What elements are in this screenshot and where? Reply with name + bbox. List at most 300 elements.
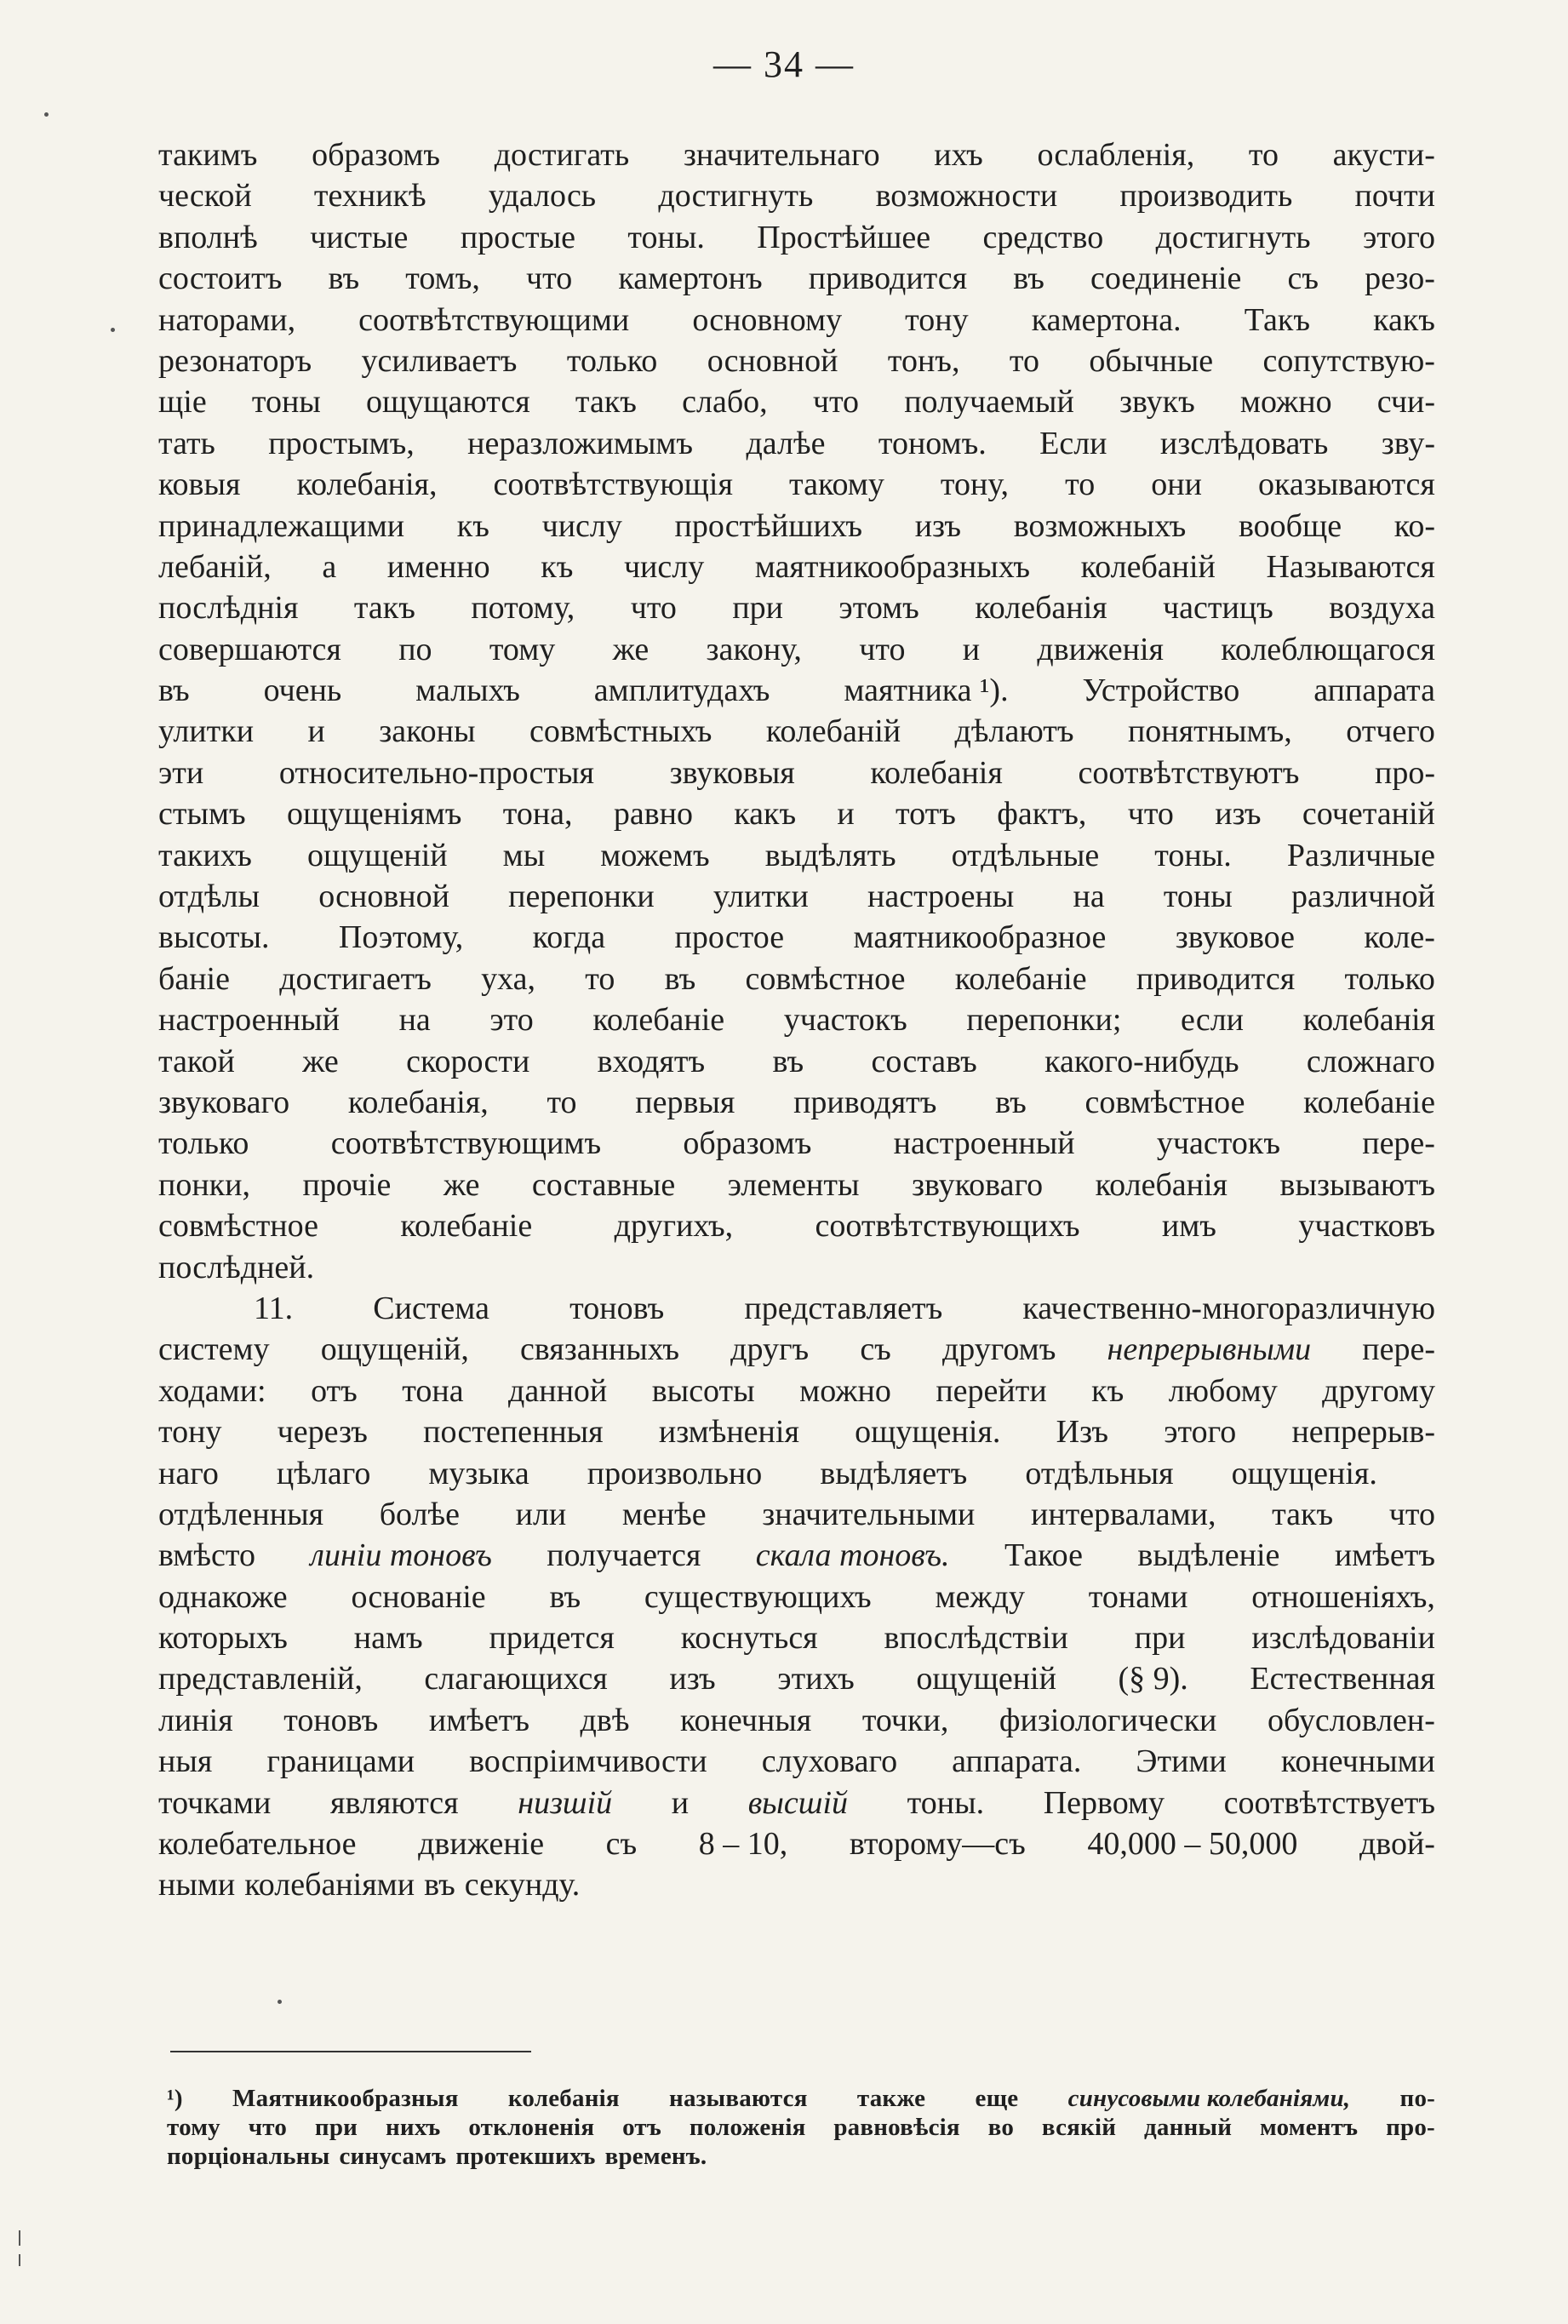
text-line bbox=[158, 1329, 1435, 1370]
word: тоны bbox=[251, 384, 321, 421]
word: то bbox=[1009, 342, 1039, 379]
word: прочіе bbox=[302, 1166, 392, 1203]
word: амплитудахъ bbox=[593, 673, 770, 709]
word: совмѣстное bbox=[1084, 1084, 1245, 1120]
text-line bbox=[158, 506, 1435, 547]
word: именно bbox=[386, 548, 490, 585]
word: относительно-простыя bbox=[278, 754, 595, 791]
word: камертонъ bbox=[618, 260, 763, 297]
body-text bbox=[158, 135, 1435, 1906]
word: звуковаго bbox=[158, 1084, 290, 1120]
word: колебанія bbox=[870, 754, 1003, 791]
word: тоны. bbox=[627, 219, 705, 255]
word: тоны bbox=[1163, 879, 1233, 915]
word: принадлежащими bbox=[158, 507, 405, 544]
word: послѣдней. bbox=[158, 1249, 315, 1285]
word: если bbox=[1181, 1002, 1244, 1039]
page-number: — 34 — bbox=[713, 43, 855, 85]
word: что bbox=[1127, 796, 1174, 833]
word: въ bbox=[995, 1084, 1027, 1120]
text-line bbox=[158, 423, 1435, 464]
word: 40,000 – 50,000 bbox=[1087, 1826, 1298, 1863]
footnote-word: данный bbox=[1144, 2114, 1233, 2141]
word: отношеніяхъ, bbox=[1251, 1578, 1435, 1615]
word: колебаній bbox=[1080, 548, 1216, 585]
margin-dot bbox=[278, 2000, 282, 2004]
word: оказываются bbox=[1258, 467, 1435, 503]
word: ощущенія. bbox=[1231, 1455, 1377, 1491]
word: выдѣляетъ bbox=[820, 1455, 968, 1491]
word: можно bbox=[799, 1372, 891, 1409]
footnote-word: синусамъ bbox=[339, 2143, 447, 2170]
word: основной bbox=[318, 879, 449, 915]
word: же bbox=[443, 1166, 480, 1203]
word: выдѣлять bbox=[764, 837, 896, 873]
word: лебаній, bbox=[158, 548, 272, 585]
word: и bbox=[837, 796, 855, 833]
word: техникѣ bbox=[313, 178, 426, 215]
word: другихъ, bbox=[614, 1208, 734, 1245]
footnote-line bbox=[167, 2142, 1435, 2171]
footnote-word: равновѣсія bbox=[833, 2114, 960, 2141]
margin-tick bbox=[19, 2254, 20, 2266]
text-line bbox=[158, 999, 1435, 1040]
word: линія bbox=[158, 1702, 233, 1738]
text-line bbox=[158, 381, 1435, 422]
text-line bbox=[158, 175, 1435, 216]
word: резонаторъ bbox=[158, 342, 312, 379]
word: понятнымъ, bbox=[1127, 713, 1292, 750]
word: другомъ bbox=[941, 1331, 1056, 1368]
word: что bbox=[1388, 1496, 1435, 1532]
word: непрерыв- bbox=[1291, 1414, 1435, 1451]
word: аппарата. bbox=[952, 1743, 1082, 1780]
word: между bbox=[935, 1578, 1025, 1615]
text-line bbox=[158, 341, 1435, 381]
word: физіологически bbox=[999, 1702, 1217, 1738]
word: колеблющагося bbox=[1221, 631, 1435, 667]
word: имѣетъ bbox=[428, 1702, 529, 1738]
word: щіе bbox=[158, 384, 207, 421]
word: ощущеній bbox=[306, 837, 448, 873]
word: то bbox=[1248, 137, 1279, 173]
word: высоты. bbox=[158, 919, 270, 956]
word: состоитъ bbox=[158, 260, 283, 297]
word: получается bbox=[547, 1537, 701, 1574]
word: совершаются bbox=[158, 631, 341, 667]
word: совмѣстное bbox=[158, 1208, 318, 1245]
word: ко- bbox=[1393, 507, 1435, 544]
word: колебанія bbox=[1095, 1166, 1228, 1203]
word: ческой bbox=[158, 178, 252, 215]
footnote-word: нихъ bbox=[385, 2114, 441, 2141]
word: съ bbox=[605, 1826, 638, 1863]
word: простое bbox=[674, 919, 785, 956]
word: числу bbox=[623, 548, 705, 585]
text-line bbox=[158, 711, 1435, 752]
word: соотвѣтствующія bbox=[493, 467, 733, 503]
word: участокъ bbox=[1156, 1125, 1280, 1162]
word: тона, bbox=[502, 796, 573, 833]
text-line bbox=[158, 1205, 1435, 1246]
footnote-line bbox=[167, 2113, 1435, 2142]
word: при bbox=[732, 590, 783, 627]
text-line bbox=[158, 1577, 1435, 1617]
word: зву- bbox=[1381, 425, 1435, 461]
word: съ bbox=[860, 1331, 891, 1368]
word: звукъ bbox=[1119, 384, 1195, 421]
word: простые bbox=[460, 219, 575, 255]
word: низшій bbox=[518, 1784, 613, 1821]
word: менѣе bbox=[621, 1496, 707, 1532]
footnote-word: положенія bbox=[689, 2114, 806, 2141]
word: потому, bbox=[471, 590, 575, 627]
word: и bbox=[671, 1784, 690, 1821]
word: ходами: bbox=[158, 1372, 266, 1409]
word: образомъ bbox=[683, 1125, 812, 1162]
word: сочетаній bbox=[1302, 796, 1435, 833]
word: по bbox=[398, 631, 432, 667]
text-line bbox=[158, 959, 1435, 999]
word: что bbox=[812, 384, 860, 421]
word: существующихъ bbox=[644, 1578, 872, 1615]
word: на bbox=[1073, 879, 1105, 915]
word: представляетъ bbox=[744, 1290, 943, 1326]
word: частицъ bbox=[1163, 590, 1273, 627]
footnote-word: ¹) bbox=[167, 2085, 183, 2112]
text-line bbox=[158, 464, 1435, 505]
word: вообще bbox=[1238, 507, 1342, 544]
word: сложнаго bbox=[1306, 1043, 1435, 1079]
margin-tick bbox=[19, 2230, 20, 2246]
word: секунду. bbox=[464, 1867, 581, 1903]
text-line bbox=[158, 1041, 1435, 1082]
footnote-line bbox=[167, 2084, 1435, 2113]
word: приводится bbox=[1136, 960, 1296, 997]
word: тоновъ bbox=[569, 1290, 665, 1326]
word: соотвѣтствуютъ bbox=[1078, 754, 1300, 791]
word: имъ bbox=[1161, 1208, 1216, 1245]
word: ковыя bbox=[158, 467, 241, 503]
text-line bbox=[158, 835, 1435, 876]
footnote-word: называются bbox=[669, 2085, 808, 2112]
word: резо- bbox=[1365, 260, 1435, 297]
word: уха, bbox=[481, 960, 536, 997]
word: колебанія bbox=[1302, 1002, 1435, 1039]
word: колебаніе bbox=[954, 960, 1087, 997]
word: законы bbox=[379, 713, 476, 750]
word: отдѣлы bbox=[158, 879, 260, 915]
text-line bbox=[158, 793, 1435, 834]
word: входятъ bbox=[597, 1043, 706, 1079]
footnote-word: протекшихъ bbox=[455, 2143, 596, 2170]
word: слагающихся bbox=[424, 1661, 608, 1697]
footnote-word: порціональны bbox=[167, 2143, 330, 2170]
word: скала тоновъ. bbox=[755, 1537, 950, 1574]
word: качественно-многоразличную bbox=[1022, 1290, 1435, 1326]
word: тону bbox=[158, 1414, 222, 1451]
word: такихъ bbox=[158, 837, 252, 873]
word: только bbox=[158, 1125, 249, 1162]
word: движеніе bbox=[418, 1826, 545, 1863]
word: ощущеній, bbox=[320, 1331, 469, 1368]
footnote bbox=[167, 2084, 1435, 2171]
word: къ bbox=[1091, 1372, 1124, 1409]
word: цѣлаго bbox=[276, 1455, 371, 1491]
word: мы bbox=[502, 837, 546, 873]
word: тономъ. bbox=[878, 425, 987, 461]
word: второму—съ bbox=[849, 1826, 1026, 1863]
word: въ bbox=[772, 1043, 804, 1079]
word: точками bbox=[158, 1784, 272, 1821]
word: звуковыя bbox=[669, 754, 795, 791]
word: маятникообразное bbox=[853, 919, 1107, 956]
word: средство bbox=[982, 219, 1104, 255]
word: другъ bbox=[730, 1331, 810, 1368]
word: отъ bbox=[311, 1372, 358, 1409]
word: колебанія bbox=[975, 590, 1107, 627]
footnote-word: что bbox=[248, 2114, 288, 2141]
word: которыхъ bbox=[158, 1620, 288, 1657]
word: только bbox=[566, 342, 658, 379]
word: тоны. bbox=[1154, 837, 1232, 873]
word: тать bbox=[158, 425, 215, 461]
word: колебаніе bbox=[592, 1002, 725, 1039]
word: коснуться bbox=[680, 1620, 818, 1657]
text-line bbox=[158, 1082, 1435, 1123]
word: неразложимымъ bbox=[467, 425, 694, 461]
word: производить bbox=[1119, 178, 1293, 215]
word: ощущеній bbox=[916, 1661, 1056, 1697]
word: отдѣленныя bbox=[158, 1496, 324, 1532]
word: 8 – 10, bbox=[698, 1826, 788, 1863]
word: интервалами, bbox=[1030, 1496, 1216, 1532]
text-line bbox=[158, 135, 1435, 175]
word: перепонки; bbox=[966, 1002, 1122, 1039]
word: черезъ bbox=[277, 1414, 368, 1451]
text-line bbox=[158, 1411, 1435, 1452]
word: можемъ bbox=[600, 837, 710, 873]
word: ощущаются bbox=[366, 384, 530, 421]
word: слабо, bbox=[682, 384, 768, 421]
word: аппарата bbox=[1313, 673, 1435, 709]
word: постепенныя bbox=[423, 1414, 604, 1451]
text-line bbox=[158, 1823, 1435, 1864]
word: соотвѣтствуетъ bbox=[1223, 1784, 1435, 1821]
word: маятникообразныхъ bbox=[754, 548, 1031, 585]
word: или bbox=[515, 1496, 567, 1532]
word: совмѣстное bbox=[745, 960, 906, 997]
word: имѣетъ bbox=[1334, 1537, 1435, 1574]
word: ощущеніямъ bbox=[286, 796, 462, 833]
word: пере- bbox=[1362, 1331, 1435, 1368]
footnote-word: всякій bbox=[1041, 2114, 1117, 2141]
word: любому bbox=[1168, 1372, 1278, 1409]
word: изслѣдовать bbox=[1159, 425, 1329, 461]
footnote-word: временъ. bbox=[604, 2143, 707, 2170]
word: Естественная bbox=[1250, 1661, 1435, 1697]
word: про- bbox=[1374, 754, 1435, 791]
text-line bbox=[158, 1535, 1435, 1576]
word: являются bbox=[329, 1784, 459, 1821]
word: достигаетъ bbox=[279, 960, 432, 997]
word: перейти bbox=[936, 1372, 1047, 1409]
word: настроены bbox=[867, 879, 1015, 915]
word: возможности bbox=[875, 178, 1058, 215]
text-line bbox=[158, 547, 1435, 587]
word: Изъ bbox=[1056, 1414, 1109, 1451]
word: основному bbox=[692, 301, 843, 338]
word: (§ 9). bbox=[1118, 1661, 1188, 1697]
word: изслѣдованіи bbox=[1251, 1620, 1435, 1657]
word: соотвѣтствующимъ bbox=[330, 1125, 602, 1162]
footnote-word: также bbox=[856, 2085, 926, 2112]
footnote-word: по- bbox=[1399, 2085, 1435, 2112]
word: двой- bbox=[1359, 1826, 1435, 1863]
word: соотвѣтствующихъ bbox=[815, 1208, 1080, 1245]
word: акусти- bbox=[1332, 137, 1435, 173]
word: томъ, bbox=[405, 260, 480, 297]
word: звуковаго bbox=[911, 1166, 1044, 1203]
word: конечными bbox=[1280, 1743, 1435, 1780]
word: дѣлаютъ bbox=[954, 713, 1074, 750]
word: Называются bbox=[1266, 548, 1435, 585]
word: ихъ bbox=[934, 137, 983, 173]
word: Простѣйшее bbox=[757, 219, 931, 255]
footnote-word: отъ bbox=[622, 2114, 661, 2141]
text-line bbox=[158, 1371, 1435, 1411]
word: достигнуть bbox=[1155, 219, 1311, 255]
word: Такъ bbox=[1244, 301, 1311, 338]
word: понки, bbox=[158, 1166, 250, 1203]
text-line bbox=[158, 587, 1435, 628]
word: изъ bbox=[669, 1661, 716, 1697]
word: улитки bbox=[712, 879, 809, 915]
word: къ bbox=[541, 548, 574, 585]
word: такой bbox=[158, 1043, 235, 1079]
footnote-word: еще bbox=[975, 2085, 1019, 2112]
word: слуховаго bbox=[761, 1743, 898, 1780]
word: и bbox=[307, 713, 325, 750]
word: достигнуть bbox=[658, 178, 814, 215]
word: маятника ¹). bbox=[844, 673, 1009, 709]
word: они bbox=[1151, 467, 1202, 503]
word: изъ bbox=[1215, 796, 1262, 833]
text-line bbox=[158, 1165, 1435, 1205]
word: это bbox=[489, 1002, 534, 1039]
word: колебательное bbox=[158, 1826, 357, 1863]
footnote-word: синусовыми колебаніями, bbox=[1067, 2085, 1351, 2112]
word: колебанія, bbox=[347, 1084, 489, 1120]
text-line bbox=[158, 1288, 1435, 1329]
word: движенія bbox=[1037, 631, 1164, 667]
word: соединеніе bbox=[1090, 260, 1242, 297]
word: приводятъ bbox=[793, 1084, 937, 1120]
text-line bbox=[158, 1123, 1435, 1164]
word: отдѣльные bbox=[951, 837, 1100, 873]
footnote-word: колебанія bbox=[507, 2085, 620, 2112]
text-line bbox=[158, 1783, 1435, 1823]
word: музыка bbox=[428, 1455, 529, 1491]
word: то bbox=[1065, 467, 1096, 503]
word: тоны. bbox=[907, 1784, 985, 1821]
word: фактъ, bbox=[997, 796, 1087, 833]
text-line bbox=[158, 629, 1435, 670]
word: первыя bbox=[635, 1084, 735, 1120]
word: произвольно bbox=[587, 1455, 763, 1491]
word: тому bbox=[489, 631, 556, 667]
word: приводится bbox=[808, 260, 968, 297]
word: скорости bbox=[406, 1043, 530, 1079]
word: двѣ bbox=[580, 1702, 630, 1738]
word: колебаніе bbox=[1303, 1084, 1435, 1120]
word: что bbox=[630, 590, 677, 627]
word: послѣднія bbox=[158, 590, 299, 627]
word: настроенный bbox=[893, 1125, 1075, 1162]
word: такъ bbox=[1272, 1496, 1334, 1532]
word: Если bbox=[1039, 425, 1107, 461]
word: очень bbox=[263, 673, 342, 709]
word: улитки bbox=[158, 713, 255, 750]
word: и bbox=[962, 631, 981, 667]
text-line bbox=[158, 1864, 1435, 1905]
word: тона bbox=[402, 1372, 464, 1409]
word: какого-нибудь bbox=[1044, 1043, 1239, 1079]
word: линіи тоновъ bbox=[310, 1537, 492, 1574]
word: высшій bbox=[747, 1784, 849, 1821]
footnote-word: при bbox=[314, 2114, 358, 2141]
footnote-word: моментъ bbox=[1260, 2114, 1359, 2141]
word: 11. bbox=[254, 1290, 294, 1326]
word: же bbox=[302, 1043, 339, 1079]
word: же bbox=[612, 631, 650, 667]
footnote-word: во bbox=[987, 2114, 1015, 2141]
word: составные bbox=[531, 1166, 676, 1203]
word: этого bbox=[1164, 1414, 1237, 1451]
footnote-word: отклоненія bbox=[468, 2114, 595, 2141]
word: воспріимчивости bbox=[469, 1743, 707, 1780]
word: основаніе bbox=[351, 1578, 486, 1615]
text-line bbox=[158, 1658, 1435, 1699]
word: въ bbox=[549, 1578, 581, 1615]
word: болѣе bbox=[379, 1496, 460, 1532]
word: составъ bbox=[871, 1043, 977, 1079]
word: конечныя bbox=[680, 1702, 812, 1738]
word: такъ bbox=[353, 590, 415, 627]
word: тону, bbox=[940, 467, 1010, 503]
text-line bbox=[158, 1700, 1435, 1741]
text-line bbox=[158, 1741, 1435, 1782]
word: колебаніе bbox=[400, 1208, 533, 1245]
word: тонами bbox=[1088, 1578, 1188, 1615]
word: баніе bbox=[158, 960, 230, 997]
word: въ bbox=[158, 673, 190, 709]
word: пере- bbox=[1362, 1125, 1435, 1162]
footnote-word: тому bbox=[167, 2114, 220, 2141]
text-line bbox=[158, 258, 1435, 299]
word: совмѣстныхъ bbox=[529, 713, 712, 750]
word: другому bbox=[1322, 1372, 1435, 1409]
word: стымъ bbox=[158, 796, 246, 833]
text-line bbox=[158, 1247, 1435, 1288]
word: что bbox=[859, 631, 906, 667]
word: систему bbox=[158, 1331, 270, 1368]
word: колебаніями bbox=[244, 1867, 415, 1903]
word: возможныхъ bbox=[1013, 507, 1187, 544]
word: ныя bbox=[158, 1743, 213, 1780]
word: какъ bbox=[734, 796, 797, 833]
word: связанныхъ bbox=[519, 1331, 680, 1368]
